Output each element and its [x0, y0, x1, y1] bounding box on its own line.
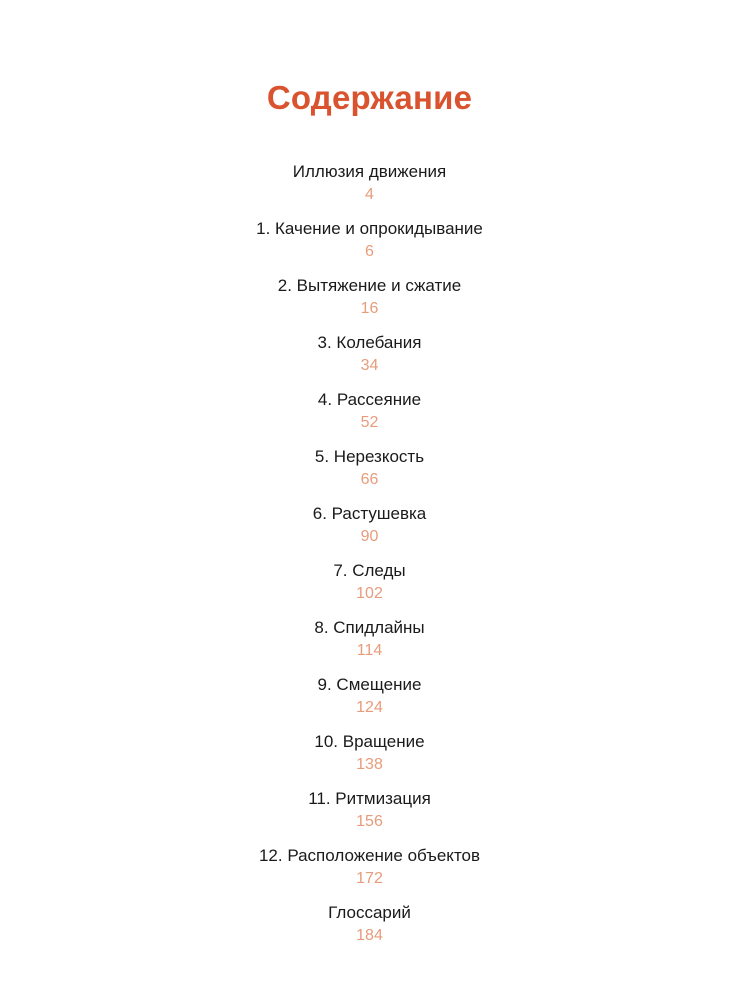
- toc-entry-page-number: 4: [365, 186, 374, 203]
- toc-entry-page-number: 90: [360, 528, 379, 545]
- toc-entry-page-number: 124: [356, 699, 383, 716]
- table-of-contents: [0, 160, 739, 958]
- toc-entry-title: 7. Следы: [333, 561, 406, 580]
- toc-entry-page-number: 6: [365, 243, 374, 260]
- toc-entry-title: 5. Нерезкость: [314, 447, 425, 466]
- toc-entry-title: 8. Спидлайны: [314, 618, 425, 637]
- toc-entry-chapter-2[interactable]: [0, 274, 739, 331]
- toc-entry-title: 4. Рассеяние: [317, 390, 422, 409]
- toc-entry-page-number: 156: [356, 813, 383, 830]
- toc-entry-illusion[interactable]: [0, 160, 739, 217]
- toc-entry-page-number: 172: [356, 870, 383, 887]
- toc-entry-title: 11. Ритмизация: [308, 789, 431, 808]
- toc-entry-page-number: 16: [360, 300, 379, 317]
- toc-entry-chapter-12[interactable]: [0, 844, 739, 901]
- toc-entry-title: Иллюзия движения: [292, 162, 447, 181]
- toc-entry-title: 3. Колебания: [317, 333, 422, 352]
- toc-entry-page-number: 52: [360, 414, 379, 431]
- toc-entry-chapter-7[interactable]: [0, 559, 739, 616]
- toc-entry-page-number: 102: [356, 585, 383, 602]
- toc-entry-page-number: 114: [356, 642, 383, 659]
- toc-entry-page-number: 66: [360, 471, 379, 488]
- toc-entry-chapter-5[interactable]: [0, 445, 739, 502]
- toc-entry-chapter-9[interactable]: [0, 673, 739, 730]
- toc-entry-page-number: 34: [360, 357, 379, 374]
- toc-entry-chapter-8[interactable]: [0, 616, 739, 673]
- toc-entry-chapter-11[interactable]: [0, 787, 739, 844]
- toc-entry-chapter-3[interactable]: [0, 331, 739, 388]
- toc-entry-chapter-1[interactable]: [0, 217, 739, 274]
- toc-entry-title: 1. Качение и опрокидывание: [256, 219, 483, 238]
- toc-entry-chapter-4[interactable]: [0, 388, 739, 445]
- toc-entry-title: Глоссарий: [328, 903, 411, 922]
- toc-entry-page-number: 138: [356, 756, 383, 773]
- toc-entry-title: 10. Вращение: [314, 732, 425, 751]
- toc-entry-title: 2. Вытяжение и сжатие: [277, 276, 462, 295]
- toc-entry-title: 12. Расположение объектов: [258, 846, 481, 865]
- toc-entry-title: 9. Смещение: [317, 675, 422, 694]
- toc-entry-glossary[interactable]: [0, 901, 739, 958]
- toc-entry-page-number: 184: [356, 927, 383, 944]
- toc-entry-chapter-6[interactable]: [0, 502, 739, 559]
- page-title: Содержание: [266, 79, 473, 116]
- toc-entry-title: 6. Растушевка: [312, 504, 427, 523]
- toc-entry-chapter-10[interactable]: [0, 730, 739, 787]
